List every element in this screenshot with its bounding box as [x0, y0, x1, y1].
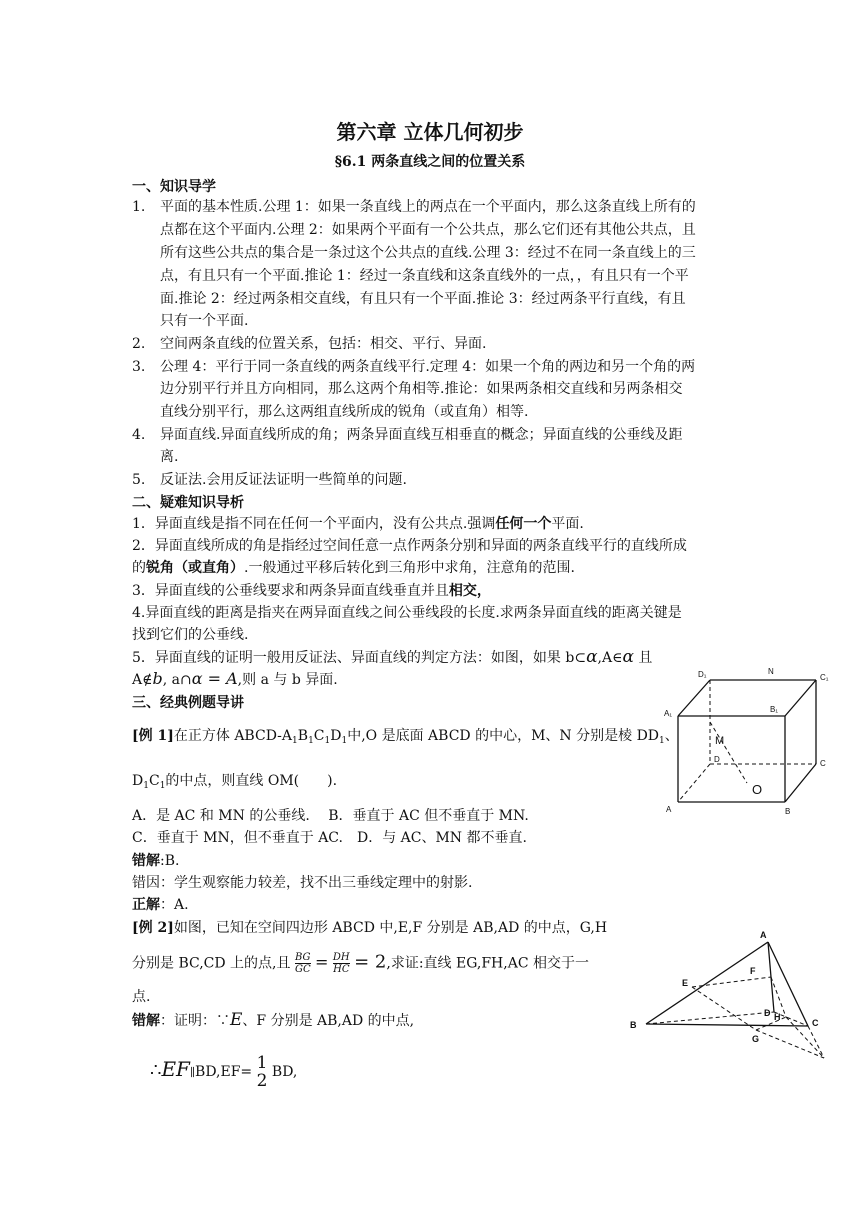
text-line: 点都在这个平面内.公理 2：如果两个平面有一个公共点，那么它们还有其他公共点，且 [160, 222, 696, 238]
text-line: 反证法.会用反证法证明一些简单的问题. [160, 472, 407, 488]
label-d: D [764, 1008, 771, 1018]
section-1-heading: 一、知识导学 [132, 179, 216, 195]
section-3-heading: 三、经典例题导讲 [132, 695, 244, 711]
chapter-title: 第六章 立体几何初步 [336, 120, 524, 144]
label-b: B [630, 1020, 637, 1030]
segment-gh [756, 1017, 786, 1030]
option-line: A．是 AC 和 MN 的公垂线. B．垂直于 AC 但不垂直于 MN. [132, 808, 529, 824]
text-line: 异面直线.异面直线所成的角；两条异面直线互相垂直的概念；异面直线的公垂线及距 [160, 427, 683, 443]
fraction-bg-gc: $\frac{BG}{GC}$ [294, 952, 311, 975]
fraction-one-half: 1 2 [256, 1053, 268, 1091]
example-1-statement-cont: $D_1C_1$的中点，则直线 OM( ). [132, 773, 338, 791]
cube-edge [785, 680, 816, 716]
label-c: C [820, 759, 826, 768]
item-number: 1. [132, 199, 146, 215]
option-line: C．垂直于 MN，但不垂直于 AC. D．与 AC、MN 都不垂直. [132, 830, 527, 846]
label-m: M [715, 735, 725, 747]
label-b: B [785, 807, 791, 816]
fraction-dh-hc: $\frac{DH}{HC}$ [332, 952, 350, 975]
label-o: O [752, 782, 763, 797]
wrong-answer: 错解:B. [132, 853, 180, 869]
text-line: 找到它们的公垂线. [132, 627, 249, 643]
text-line: 1．异面直线是指不同在任何一个平面内，没有公共点.强调任何一个平面. [132, 516, 584, 532]
label-a: A [760, 930, 767, 940]
text-line: 空间两条直线的位置关系，包括：相交、平行、异面. [160, 336, 487, 352]
text-line: 点，有且只有一个平面.推论 1：经过一条直线和这条直线外的一点，，有且只有一个平 [160, 268, 689, 284]
section-2-heading: 二、疑难知识导析 [132, 495, 244, 511]
label-d: D [714, 755, 720, 764]
cube-figure [658, 660, 838, 820]
segment-eg [692, 987, 756, 1030]
label-a: A [666, 805, 672, 814]
label-b1: B₁ [770, 705, 779, 714]
label-f: F [750, 966, 756, 976]
text-line: 的锐角（或直角）.一般通过平移后转化到三角形中求角，注意角的范围. [132, 560, 575, 576]
item-number: 4. [132, 427, 146, 443]
item-number: 2. [132, 336, 146, 352]
extension-ac [808, 1026, 824, 1058]
label-d1: D₁ [698, 670, 707, 679]
edge-bc [646, 1024, 808, 1026]
label-e: E [682, 978, 689, 988]
wrong-solution: 错解：证明：∵E、F 分别是 AB,AD 的中点, [132, 1010, 415, 1030]
text-line: 边分别平行并且方向相同，那么这两个角相等.推论：如果两条相交直线和另两条相交 [160, 381, 683, 397]
label-c: C [812, 1018, 819, 1028]
label-h: H [774, 1012, 781, 1022]
edge-ab [646, 942, 768, 1024]
text-line: A∉b, a∩α = A,则 a 与 b 异面. [132, 669, 338, 688]
solution-line: ∴EF∥BD,EF= 1 2 BD, [150, 1053, 298, 1091]
label-g: G [752, 1034, 760, 1044]
cube-hidden-edge [678, 764, 710, 802]
text-line: 直线分别平行，那么这两组直线所成的锐角（或直角）相等. [160, 404, 529, 420]
text-line: 5．异面直线的证明一般用反证法、异面直线的判定方法：如图，如果 b⊂α,A∈α 且 [132, 647, 653, 667]
cube-edge [785, 764, 816, 802]
text-line: 面.推论 2：经过两条相交直线，有且只有一个平面.推论 3：经过两条平行直线，有且 [160, 291, 686, 307]
label-c1: C₁ [820, 673, 829, 682]
text-line: 3．异面直线的公垂线要求和两条异面直线垂直并且相交， [132, 583, 491, 599]
correct-answer: 正解：A. [132, 897, 189, 913]
text-line: 2．异面直线所成的角是指经过空间任意一点作两条分别和异面的两条直线平行的直线所成 [132, 538, 687, 554]
text-line: 离. [160, 449, 179, 465]
section-title: §6.1 两条直线之间的位置关系 [334, 154, 526, 170]
cube-edge [678, 680, 710, 716]
edge-bd [646, 1012, 774, 1024]
example-2-statement-cont: 分别是 BC,CD 上的点,且 $\frac{BG}{GC}$ = $\frac{DH}{HC}$ = 2,求证:直线 EG,FH,AC 相交于一 [132, 951, 589, 975]
item-number: 3. [132, 359, 146, 375]
text-line: 平面的基本性质.公理 1：如果一条直线上的两点在一个平面内，那么这条直线上所有的 [160, 199, 696, 215]
label-a1: A₁ [664, 709, 673, 718]
tetrahedron-figure [624, 924, 834, 1068]
label-n: N [768, 667, 774, 676]
text-line: 点. [132, 989, 151, 1005]
segment-om [710, 722, 747, 783]
example-2-statement: [例 2]如图，已知在空间四边形 ABCD 中,E,F 分别是 AB,AD 的中点，G,H [132, 920, 608, 936]
text-line: 所有这些公共点的集合是一条过这个公共点的直线.公理 3：经过不在同一条直线上的三 [160, 245, 696, 261]
text-line: 只有一个平面. [160, 313, 249, 329]
item-number: 5. [132, 472, 146, 488]
error-reason: 错因：学生观察能力较差，找不出三垂线定理中的射影. [132, 875, 473, 891]
extension-eg [756, 1030, 824, 1058]
text-line: 公理 4：平行于同一条直线的两条直线平行.定理 4：如果一个角的两边和另一个角的两 [160, 359, 696, 375]
example-1-statement: [例 1]在正方体 ABCD-$A_1B_1C_1D_1$中,O 是底面 ABCD 的中心，M、N 分别是棱 $DD_1$、 [132, 728, 679, 746]
text-line: 4.异面直线的距离是指夹在两异面直线之间公垂线段的长度.求两条异面直线的距离关键是 [132, 605, 682, 621]
